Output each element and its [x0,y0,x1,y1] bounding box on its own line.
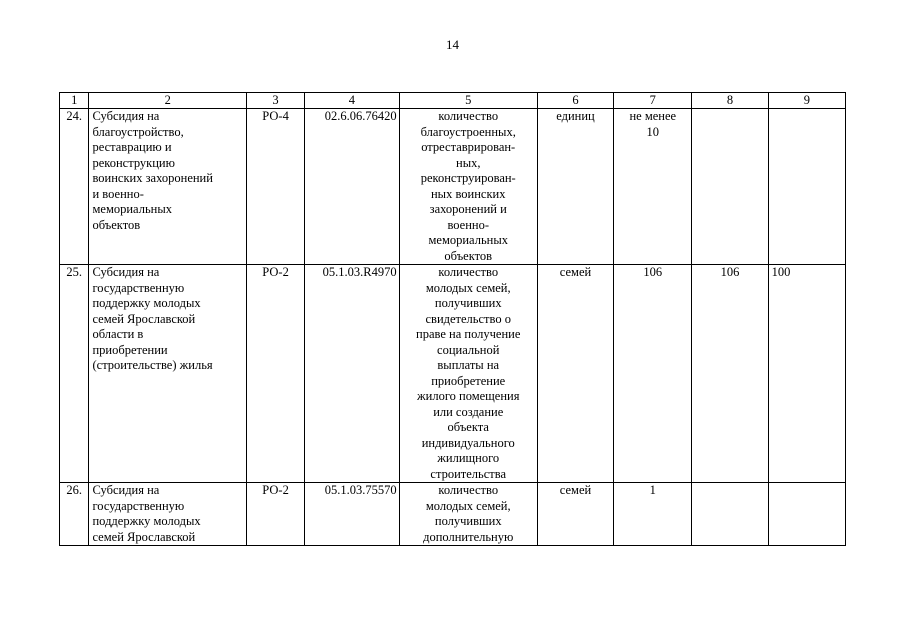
header-cell-8: 8 [692,93,768,109]
unit-cell: семей [537,265,613,483]
header-cell-3: 3 [247,93,305,109]
program-code: РО-2 [247,265,305,483]
page-number: 14 [446,37,459,52]
table-row [60,265,846,483]
unit-cell: семей [537,483,613,546]
subsidy-name: Субсидия на благоустройство, реставрацию и реконструкцию воинских захоронений и военно- мемориальных объектов [92,109,213,232]
subsidy-name: Субсидия на государственную поддержку молодых семей Ярославской области в приобретении (строительстве) жилья [92,265,213,372]
unit-cell: единиц [537,109,613,265]
row-number: 24. [60,109,89,265]
header-cell-1: 1 [60,93,89,109]
indicator-text: количество молодых семей, получивших дополнительную [423,483,514,544]
value-col-9 [768,483,845,546]
program-code: РО-4 [247,109,305,265]
subsidy-table [59,92,846,546]
row-number: 25. [60,265,89,483]
header-cell-5: 5 [399,93,537,109]
value-col-8: 106 [692,265,768,483]
value-col-7: не менее 10 [629,109,677,139]
header-row [60,93,846,109]
value-col-7: 1 [649,483,656,497]
budget-code: 02.6.06.76420 [305,109,400,265]
row-number: 26. [60,483,89,546]
value-col-9 [768,109,845,265]
header-cell-7: 7 [614,93,692,109]
value-col-8 [692,483,768,546]
indicator-text: количество благоустроенных, отреставрирован- ных, реконструирован- ных воинских захоронений и военно- мемориальных объектов [420,109,516,263]
header-cell-6: 6 [537,93,613,109]
value-col-7: 106 [643,265,663,279]
subsidy-name: Субсидия на государственную поддержку молодых семей Ярославской [92,483,201,544]
budget-code: 05.1.03.75570 [305,483,400,546]
header-cell-4: 4 [305,93,400,109]
value-col-8 [692,109,768,265]
budget-code: 05.1.03.R4970 [305,265,400,483]
table-row [60,109,846,265]
value-col-9: 100 [768,265,845,483]
program-code: РО-2 [247,483,305,546]
indicator-text: количество молодых семей, получивших свидетельство о праве на получение социальной выплаты на приобретение жилого помещения или создание объекта индивидуального жилищного строительства [416,265,521,481]
table-row [60,483,846,546]
header-cell-9: 9 [768,93,845,109]
header-cell-2: 2 [89,93,247,109]
